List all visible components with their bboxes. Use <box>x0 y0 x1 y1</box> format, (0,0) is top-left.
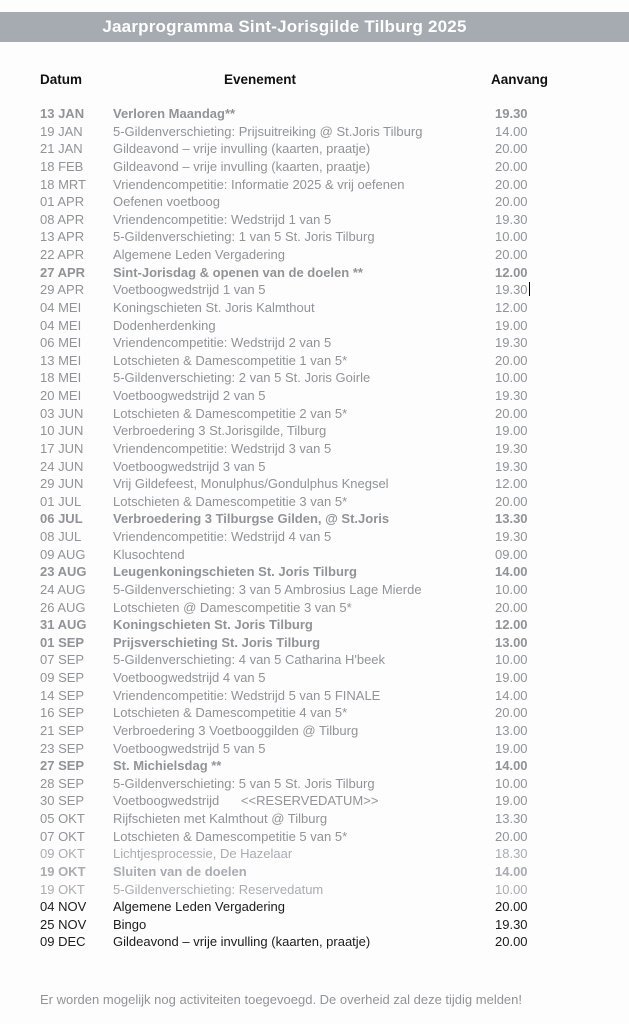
schedule-date: 04 MEI <box>40 317 82 333</box>
schedule-time: 20.00 <box>495 158 528 174</box>
schedule-date: 09 OKT <box>40 846 85 862</box>
document-title-bar <box>0 12 629 42</box>
schedule-time: 20.00 <box>495 899 528 915</box>
schedule-time: 13.00 <box>495 634 528 650</box>
schedule-date: 04 NOV <box>40 899 87 915</box>
schedule-time: 19.30 <box>495 335 528 351</box>
schedule-date: 25 NOV <box>40 916 87 932</box>
schedule-event: Lichtjesprocessie, De Hazelaar <box>113 846 293 862</box>
schedule-time: 20.00 <box>495 828 528 844</box>
schedule-row <box>0 828 629 846</box>
schedule-date: 18 MRT <box>40 176 86 192</box>
schedule-row <box>0 317 629 335</box>
schedule-event: Verbroedering 3 St.Jorisgilde, Tilburg <box>113 423 327 439</box>
schedule-time: 19.00 <box>495 740 528 756</box>
schedule-row <box>0 651 629 669</box>
schedule-time: 19.30 <box>495 281 530 299</box>
schedule-time: 19.00 <box>495 670 528 685</box>
schedule-time: 10.00 <box>495 581 528 597</box>
schedule-row <box>0 616 629 634</box>
schedule-time: 14.00 <box>495 863 528 879</box>
schedule-event: Rijfschieten met Kalmthout @ Tilburg <box>113 811 328 826</box>
schedule-row <box>0 599 629 617</box>
schedule-date: 27 SEP <box>40 758 85 774</box>
schedule-time: 12.00 <box>495 476 528 492</box>
schedule-date: 03 JUN <box>40 405 84 421</box>
schedule-date: 07 OKT <box>40 828 85 844</box>
schedule-time: 19.30 <box>495 211 528 227</box>
schedule-time: 19.30 <box>495 440 528 456</box>
schedule-date: 01 APR <box>40 194 85 210</box>
schedule-event: Voetboogwedstrijd 3 van 5 <box>113 458 266 474</box>
schedule-time: 19.30 <box>495 388 528 403</box>
schedule-time: 18.30 <box>495 846 528 862</box>
schedule-row <box>0 687 629 705</box>
schedule-row <box>0 369 629 387</box>
schedule-row <box>0 405 629 423</box>
schedule-time: 10.00 <box>495 229 528 245</box>
schedule-date: 19 OKT <box>40 863 86 879</box>
schedule-date: 13 MEI <box>40 352 82 368</box>
schedule-row <box>0 792 629 810</box>
schedule-row <box>0 634 629 652</box>
schedule-event: Voetboogwedstrijd 5 van 5 <box>113 740 266 756</box>
schedule-event: Verloren Maandag** <box>113 106 236 121</box>
schedule-date: 04 MEI <box>40 299 82 315</box>
schedule-date: 01 JUL <box>40 493 82 509</box>
schedule-event: Gildeavond – vrije invulling (kaarten, praatje) <box>113 158 371 174</box>
schedule-time: 14.00 <box>495 123 528 139</box>
schedule-date: 19 OKT <box>40 881 85 897</box>
schedule-event: Verbroedering 3 Voetbooggilden @ Tilburg <box>113 722 359 738</box>
schedule-row <box>0 581 629 599</box>
schedule-row <box>0 546 629 564</box>
schedule-event: Voetboogwedstrijd <<RESERVEDATUM>> <box>113 793 379 809</box>
schedule-event: Oefenen voetboog <box>113 194 220 210</box>
schedule-time: 19.00 <box>495 317 528 333</box>
schedule-event: 5-Gildenverschieting: 3 van 5 Ambrosius Lage Mierde <box>113 581 422 597</box>
schedule-row <box>0 475 629 493</box>
schedule-row <box>0 528 629 546</box>
schedule-date: 21 JAN <box>40 141 83 157</box>
schedule-row <box>0 246 629 264</box>
schedule-time: 12.00 <box>495 264 528 280</box>
schedule-event: Lotschieten @ Damescompetitie 3 van 5* <box>113 599 352 615</box>
schedule-event: Lotschieten & Damescompetitie 5 van 5* <box>113 828 348 844</box>
schedule-row <box>0 775 629 793</box>
schedule-row <box>0 898 629 916</box>
schedule-event: Voetboogwedstrijd 4 van 5 <box>113 670 266 685</box>
schedule-event: Vriendencompetitie: Wedstrijd 1 van 5 <box>113 211 332 227</box>
schedule-event: Sluiten van de doelen <box>113 863 247 879</box>
schedule-event: Lotschieten & Damescompetitie 2 van 5* <box>113 405 348 421</box>
schedule-event: Vriendencompetitie: Wedstrijd 5 van 5 FINALE <box>113 687 381 703</box>
schedule-time: 20.00 <box>495 352 528 368</box>
schedule-time: 20.00 <box>495 405 528 421</box>
schedule-time: 20.00 <box>495 176 528 192</box>
schedule-date: 10 JUN <box>40 423 84 439</box>
schedule-event: 5-Gildenverschieting: 4 van 5 Catharina H'beek <box>113 652 386 668</box>
schedule-date: 23 SEP <box>40 740 85 756</box>
schedule-row <box>0 264 629 282</box>
schedule-event: 5-Gildenverschieting: 2 van 5 St. Joris Goirle <box>113 370 371 386</box>
schedule-event: 5-Gildenverschieting: Reservedatum <box>113 881 324 897</box>
schedule-time: 14.00 <box>495 687 528 703</box>
schedule-row <box>0 281 629 299</box>
schedule-date: 17 JUN <box>40 440 84 456</box>
schedule-event: Koningschieten St. Joris Kalmthout <box>113 299 315 315</box>
schedule-date: 05 OKT <box>40 811 85 826</box>
schedule-time: 10.00 <box>495 652 528 668</box>
schedule-time: 20.00 <box>495 493 528 509</box>
schedule-date: 08 JUL <box>40 529 82 544</box>
schedule-event: Vriendencompetitie: Informatie 2025 & vrij oefenen <box>113 176 405 192</box>
schedule-event: Gildeavond – vrije invulling (kaarten, praatje) <box>113 141 371 157</box>
schedule-event: Bingo <box>113 916 147 932</box>
schedule-date: 06 JUL <box>40 511 83 527</box>
schedule-event: Gildeavond – vrije invulling (kaarten, praatje) <box>113 934 371 950</box>
schedule-row <box>0 211 629 229</box>
schedule-time: 14.00 <box>495 758 528 774</box>
schedule-time: 20.00 <box>495 934 528 950</box>
schedule-row <box>0 722 629 740</box>
schedule-date: 20 MEI <box>40 388 82 403</box>
schedule-date: 29 JUN <box>40 476 84 492</box>
schedule-row <box>0 422 629 440</box>
schedule-date: 23 AUG <box>40 564 87 580</box>
schedule-time: 20.00 <box>495 599 528 615</box>
schedule-time: 20.00 <box>495 194 528 210</box>
table-header-row <box>0 72 629 90</box>
column-header-evenement: Evenement <box>224 72 297 87</box>
schedule-event: Verbroedering 3 Tilburgse Gilden, @ St.Joris <box>113 511 390 527</box>
schedule-time: 12.00 <box>495 299 528 315</box>
schedule-row <box>0 863 629 881</box>
schedule-row <box>0 669 629 687</box>
column-header-aanvang: Aanvang <box>491 72 549 87</box>
schedule-date: 01 SEP <box>40 634 85 650</box>
schedule-date: 19 JAN <box>40 123 83 139</box>
schedule-event: 5-Gildenverschieting: 5 van 5 St. Joris Tilburg <box>113 775 375 791</box>
schedule-row <box>0 352 629 370</box>
schedule-row <box>0 757 629 775</box>
schedule-event: Vriendencompetitie: Wedstrijd 3 van 5 <box>113 440 332 456</box>
schedule-event: Lotschieten & Damescompetitie 3 van 5* <box>113 493 348 509</box>
text-cursor <box>529 282 531 296</box>
schedule-time: 13.30 <box>495 511 528 527</box>
schedule-event: Vrij Gildefeest, Monulphus/Gondulphus Knegsel <box>113 476 389 492</box>
schedule-event: Vriendencompetitie: Wedstrijd 4 van 5 <box>113 529 332 544</box>
schedule-time: 19.00 <box>495 793 528 809</box>
schedule-row <box>0 334 629 352</box>
schedule-date: 06 MEI <box>40 335 82 351</box>
schedule-row <box>0 105 629 123</box>
schedule-event: Koningschieten St. Joris Tilburg <box>113 617 313 633</box>
schedule-date: 31 AUG <box>40 617 87 633</box>
schedule-event: 5-Gildenverschieting: 1 van 5 St. Joris Tilburg <box>113 229 375 245</box>
schedule-event: Dodenherdenking <box>113 317 216 333</box>
schedule-event: Prijsverschieting St. Joris Tilburg <box>113 634 321 650</box>
schedule-date: 22 APR <box>40 247 85 262</box>
schedule-event: St. Michielsdag ** <box>113 758 222 774</box>
schedule-time: 20.00 <box>495 247 528 262</box>
schedule-event: Algemene Leden Vergadering <box>113 247 286 262</box>
schedule-time: 19.30 <box>495 529 528 544</box>
footer-note: Er worden mogelijk nog activiteiten toegevoegd. De overheid zal deze tijdig melden! <box>40 992 523 1007</box>
schedule-date: 30 SEP <box>40 793 85 809</box>
schedule-row <box>0 299 629 317</box>
schedule-row <box>0 704 629 722</box>
schedule-event: 5-Gildenverschieting: Prijsuitreiking @ St.Joris Tilburg <box>113 123 423 139</box>
schedule-row <box>0 563 629 581</box>
schedule-row <box>0 458 629 476</box>
schedule-time: 13.30 <box>495 811 528 826</box>
schedule-row <box>0 158 629 176</box>
schedule-date: 07 SEP <box>40 652 85 668</box>
schedule-date: 29 APR <box>40 282 85 298</box>
schedule-row <box>0 193 629 211</box>
schedule-row <box>0 440 629 458</box>
schedule-event: Algemene Leden Vergadering <box>113 899 286 915</box>
schedule-row <box>0 510 629 528</box>
schedule-date: 26 AUG <box>40 599 86 615</box>
schedule-date: 18 FEB <box>40 158 84 174</box>
schedule-row <box>0 123 629 141</box>
schedule-time: 14.00 <box>495 564 528 580</box>
schedule-date: 09 DEC <box>40 934 86 950</box>
schedule-date: 18 MEI <box>40 370 82 386</box>
schedule-time: 10.00 <box>495 775 528 791</box>
schedule-time: 10.00 <box>495 881 528 897</box>
schedule-date: 24 JUN <box>40 458 84 474</box>
schedule-row <box>0 810 629 828</box>
schedule-date: 09 SEP <box>40 670 85 685</box>
schedule-date: 27 APR <box>40 264 86 280</box>
schedule-row <box>0 493 629 511</box>
schedule-event: Klusochtend <box>113 546 185 562</box>
schedule-event: Sint-Jorisdag & openen van de doelen ** <box>113 264 363 280</box>
schedule-row <box>0 933 629 951</box>
schedule-time: 19.00 <box>495 423 528 439</box>
schedule-time: 19.30 <box>495 916 528 932</box>
schedule-time: 19.30 <box>495 106 528 121</box>
schedule-time: 13.00 <box>495 722 528 738</box>
schedule-event: Leugenkoningschieten St. Joris Tilburg <box>113 564 357 580</box>
schedule-row <box>0 387 629 405</box>
document-title: Jaarprogramma Sint-Jorisgilde Tilburg 2025 <box>102 17 467 36</box>
schedule-row <box>0 916 629 934</box>
schedule-date: 09 AUG <box>40 546 86 562</box>
schedule-row <box>0 881 629 899</box>
schedule-date: 13 APR <box>40 229 85 245</box>
schedule-row <box>0 740 629 758</box>
schedule-event: Voetboogwedstrijd 1 van 5 <box>113 282 266 298</box>
schedule-row <box>0 228 629 246</box>
schedule-date: 16 SEP <box>40 705 85 721</box>
schedule-time: 09.00 <box>495 546 528 562</box>
schedule-time: 12.00 <box>495 617 528 633</box>
schedule-row <box>0 140 629 158</box>
schedule-event: Vriendencompetitie: Wedstrijd 2 van 5 <box>113 335 332 351</box>
schedule-date: 13 JAN <box>40 106 85 121</box>
schedule-date: 08 APR <box>40 211 85 227</box>
schedule-time: 20.00 <box>495 705 528 721</box>
schedule-date: 14 SEP <box>40 687 85 703</box>
schedule-row <box>0 176 629 194</box>
schedule-row <box>0 845 629 863</box>
schedule-time: 19.30 <box>495 458 528 474</box>
schedule-time: 10.00 <box>495 370 528 386</box>
schedule-event: Lotschieten & Damescompetitie 4 van 5* <box>113 705 348 721</box>
schedule-date: 24 AUG <box>40 581 86 597</box>
schedule-date: 28 SEP <box>40 775 85 791</box>
column-header-datum: Datum <box>40 72 83 87</box>
schedule-event: Lotschieten & Damescompetitie 1 van 5* <box>113 352 348 368</box>
schedule-table <box>0 105 629 951</box>
schedule-date: 21 SEP <box>40 722 85 738</box>
schedule-time: 20.00 <box>495 141 528 157</box>
schedule-event: Voetboogwedstrijd 2 van 5 <box>113 388 266 403</box>
